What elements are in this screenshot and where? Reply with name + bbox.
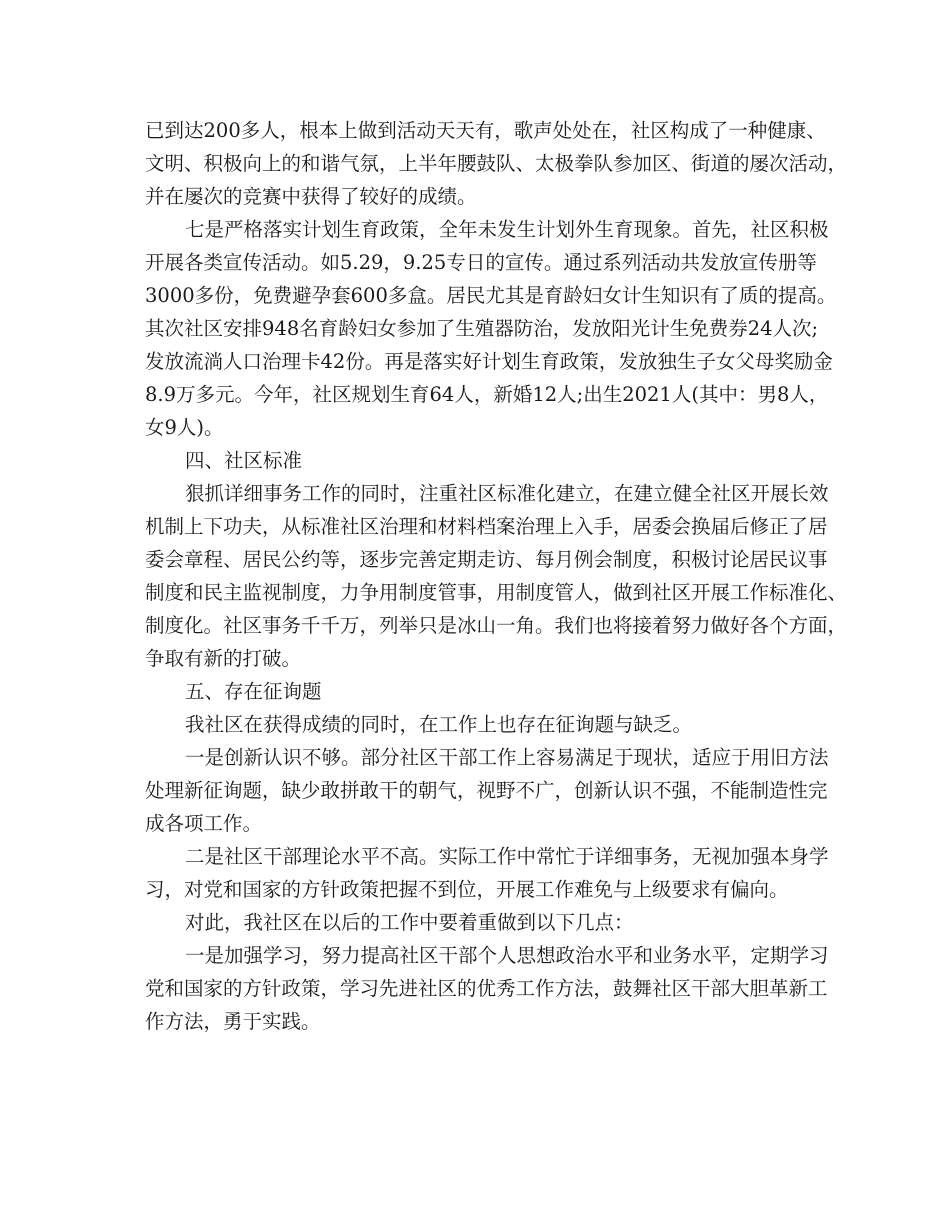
text-line: 党和国家的方针政策，学习先进社区的优秀工作方法，鼓舞社区干部大胆革新工 (145, 977, 828, 1000)
text-line: 我社区在获得成绩的同时，在工作上也存在征询题与缺乏。 (185, 713, 693, 736)
text-line: 女9人)。 (145, 416, 224, 439)
text-line: 文明、积极向上的和谐气氛，上半年腰鼓队、太极拳队参加区、街道的屡次活动， (145, 152, 848, 175)
text-line: 制度和民主监视制度，力争用制度管事，用制度管人，做到社区开展工作标准化、 (145, 581, 848, 604)
text-line: 发放流淌人口治理卡42份。再是落实好计划生育政策，发放独生子女父母奖励金 (145, 350, 833, 373)
text-line: 开展各类宣传活动。如5.29，9.25专日的宣传。通过系列活动共发放宣传册等 (145, 251, 817, 274)
text-line: 七是严格落实计划生育政策，全年未发生计划外生育现象。首先，社区积极 (185, 218, 829, 241)
text-line: 四、社区标准 (185, 449, 303, 472)
text-line: 狠抓详细事务工作的同时，注重社区标准化建立，在建立健全社区开展长效 (185, 482, 829, 505)
text-line: 习，对党和国家的方针政策把握不到位，开展工作难免与上级要求有偏向。 (145, 878, 789, 901)
text-line: 并在屡次的竞赛中获得了较好的成绩。 (145, 185, 477, 208)
text-line: 机制上下功夫，从标准社区治理和材料档案治理上入手，居委会换届后修正了居 (145, 515, 828, 538)
text-line: 成各项工作。 (145, 812, 263, 835)
text-line: 3000多份，免费避孕套600多盒。居民尤其是育龄妇女计生知识有了质的提高。 (145, 284, 837, 307)
text-line: 作方法，勇于实践。 (145, 1010, 321, 1033)
text-line: 处理新征询题，缺少敢拼敢干的朝气，视野不广，创新认识不强，不能制造性完 (145, 779, 828, 802)
text-line: 对此，我社区在以后的工作中要着重做到以下几点： (185, 911, 634, 934)
text-line: 8.9万多元。今年，社区规划生育64人，新婚12人;出生2021人(其中：男8人， (145, 383, 829, 406)
text-line: 委会章程、居民公约等，逐步完善定期走访、每月例会制度，积极讨论居民议事 (145, 548, 828, 571)
text-line: 已到达200多人，根本上做到活动天天有，歌声处处在，社区构成了一种健康、 (145, 119, 826, 142)
text-line: 一是加强学习，努力提高社区干部个人思想政治水平和业务水平，定期学习 (185, 944, 829, 967)
text-line: 其次社区安排948名育龄妇女参加了生殖器防治，发放阳光计生免费券24人次; (145, 317, 819, 340)
text-line: 五、存在征询题 (185, 680, 322, 703)
text-line: 二是社区干部理论水平不高。实际工作中常忙于详细事务，无视加强本身学 (185, 845, 829, 868)
text-line: 一是创新认识不够。部分社区干部工作上容易满足于现状，适应于用旧方法 (185, 746, 829, 769)
text-line: 制度化。社区事务千千万，列举只是冰山一角。我们也将接着努力做好各个方面， (145, 614, 848, 637)
text-line: 争取有新的打破。 (145, 647, 302, 670)
